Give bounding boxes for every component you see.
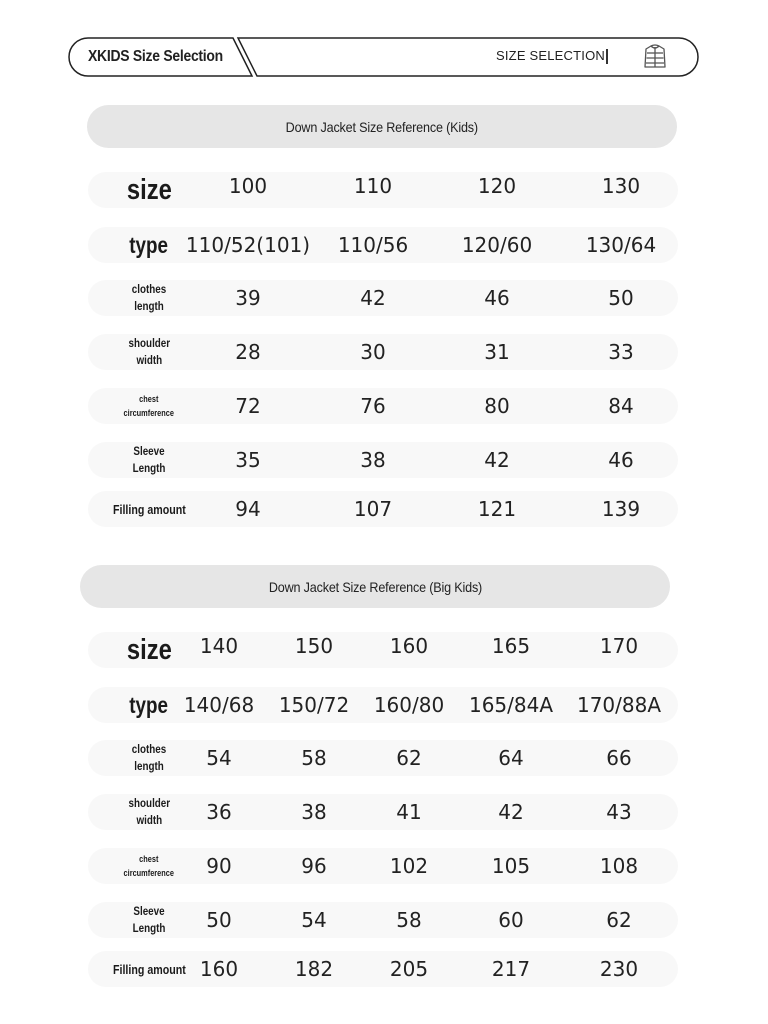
row-label-clothes-length: clothes length <box>131 742 167 773</box>
table-cell: 43 <box>606 800 632 824</box>
table-cell: 160 <box>389 634 429 658</box>
table-row-sleeve-length <box>88 902 678 938</box>
divider <box>606 49 608 64</box>
table-cell: 96 <box>301 854 327 878</box>
table-cell: 50 <box>206 908 232 932</box>
section-title-kids <box>87 105 677 148</box>
table-cell: 62 <box>396 746 422 770</box>
row-label-size: size <box>126 633 172 666</box>
header-bar <box>68 37 699 77</box>
table-cell: 42 <box>360 286 386 310</box>
row-label-size: size <box>126 173 172 206</box>
table-row-filling-amount <box>88 951 678 987</box>
row-label-filling-amount: Filling amount <box>112 501 186 517</box>
table-row-chest-circumference <box>88 388 678 424</box>
table-cell: 140 <box>199 634 239 658</box>
table-cell: 38 <box>301 800 327 824</box>
table-cell: 38 <box>360 448 386 472</box>
table-cell: 94 <box>235 497 261 521</box>
table-cell: 150 <box>294 634 334 658</box>
table-cell: 58 <box>396 908 422 932</box>
table-cell: 217 <box>491 957 531 981</box>
table-cell: 165 <box>491 634 531 658</box>
table-row-shoulder-width <box>88 334 678 370</box>
section-title-kids-text: Down Jacket Size Reference (Kids) <box>285 118 479 135</box>
table-cell: 90 <box>206 854 232 878</box>
table-cell: 105 <box>491 854 531 878</box>
row-label-shoulder-width: shoulder width <box>128 336 170 367</box>
table-cell: 121 <box>477 497 517 521</box>
section-title-big-kids-text: Down Jacket Size Reference (Big Kids) <box>268 578 482 595</box>
table-cell: 42 <box>484 448 510 472</box>
table-cell: 139 <box>601 497 641 521</box>
table-cell: 100 <box>228 174 268 198</box>
row-label-type: type <box>129 231 169 258</box>
table-cell: 170/88A <box>576 693 662 717</box>
table-cell: 110 <box>353 174 393 198</box>
table-cell: 160 <box>199 957 239 981</box>
table-row-clothes-length <box>88 740 678 776</box>
table-cell: 62 <box>606 908 632 932</box>
table-cell: 130 <box>601 174 641 198</box>
table-cell: 72 <box>235 394 261 418</box>
table-cell: 58 <box>301 746 327 770</box>
table-row-type <box>88 227 678 263</box>
row-label-filling-amount: Filling amount <box>112 961 186 977</box>
row-label-chest-circumference: chest circumference <box>123 394 175 418</box>
table-cell: 30 <box>360 340 386 364</box>
section-title-big-kids <box>80 565 670 608</box>
jacket-icon <box>641 43 669 71</box>
table-cell: 182 <box>294 957 334 981</box>
table-cell: 66 <box>606 746 632 770</box>
table-cell: 36 <box>206 800 232 824</box>
table-row-size <box>88 172 678 208</box>
table-row-chest-circumference <box>88 848 678 884</box>
row-label-chest-circumference: chest circumference <box>123 854 175 878</box>
table-cell: 205 <box>389 957 429 981</box>
table-cell: 130/64 <box>585 233 657 257</box>
table-cell: 110/56 <box>337 233 409 257</box>
table-cell: 120/60 <box>461 233 533 257</box>
table-cell: 35 <box>235 448 261 472</box>
table-cell: 160/80 <box>373 693 445 717</box>
table-row-sleeve-length <box>88 442 678 478</box>
table-cell: 107 <box>353 497 393 521</box>
table-cell: 80 <box>484 394 510 418</box>
table-cell: 60 <box>498 908 524 932</box>
table-cell: 41 <box>396 800 422 824</box>
table-cell: 84 <box>608 394 634 418</box>
table-cell: 165/84A <box>468 693 554 717</box>
row-label-type: type <box>129 691 169 718</box>
table-row-size <box>88 632 678 668</box>
table-cell: 28 <box>235 340 261 364</box>
size-selection-label: SIZE SELECTION <box>496 48 605 63</box>
table-cell: 54 <box>301 908 327 932</box>
table-row-shoulder-width <box>88 794 678 830</box>
table-cell: 64 <box>498 746 524 770</box>
table-row-clothes-length <box>88 280 678 316</box>
table-cell: 140/68 <box>183 693 255 717</box>
table-row-filling-amount <box>88 491 678 527</box>
row-label-clothes-length: clothes length <box>131 282 167 313</box>
row-label-sleeve-length: Sleeve Length <box>132 904 166 935</box>
table-cell: 102 <box>389 854 429 878</box>
table-cell: 150/72 <box>278 693 350 717</box>
table-cell: 42 <box>498 800 524 824</box>
table-cell: 50 <box>608 286 634 310</box>
table-cell: 76 <box>360 394 386 418</box>
row-label-sleeve-length: Sleeve Length <box>132 444 166 475</box>
table-cell: 120 <box>477 174 517 198</box>
table-cell: 33 <box>608 340 634 364</box>
table-cell: 170 <box>599 634 639 658</box>
table-cell: 46 <box>608 448 634 472</box>
row-label-shoulder-width: shoulder width <box>128 796 170 827</box>
table-cell: 230 <box>599 957 639 981</box>
table-cell: 108 <box>599 854 639 878</box>
brand-title: XKIDS Size Selection <box>88 48 223 65</box>
table-cell: 39 <box>235 286 261 310</box>
table-cell: 46 <box>484 286 510 310</box>
table-row-type <box>88 687 678 723</box>
table-cell: 110/52(101) <box>185 233 311 257</box>
table-cell: 54 <box>206 746 232 770</box>
table-cell: 31 <box>484 340 510 364</box>
